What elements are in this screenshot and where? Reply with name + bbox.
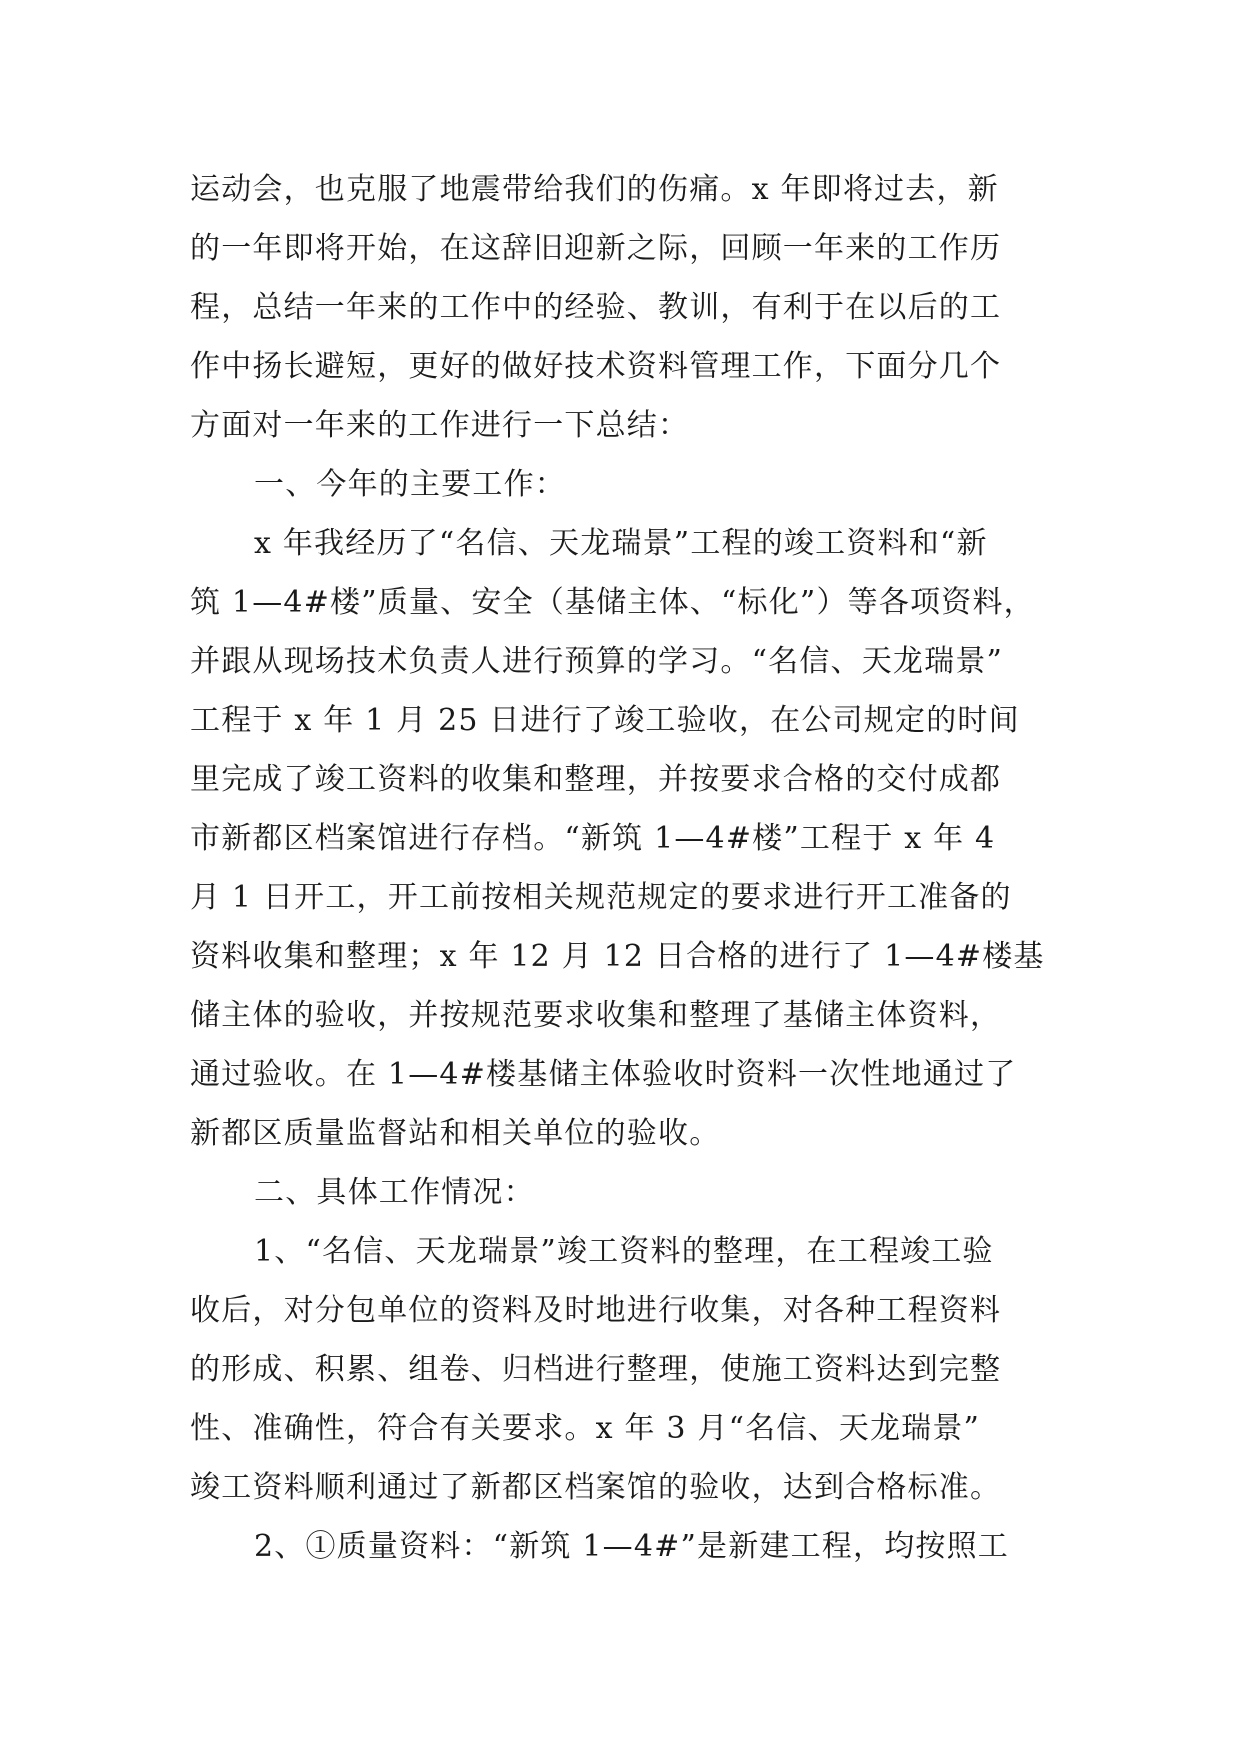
text-line: 性、准确性，符合有关要求。x 年 3 月“名信、天龙瑞景” <box>190 1411 981 1446</box>
text-line: 方面对一年来的工作进行一下总结： <box>190 408 690 443</box>
text-line: 筑 1—4#楼”质量、安全（基储主体、“标化”）等各项资料， <box>190 585 1035 620</box>
text-line: 通过验收。在 1—4#楼基储主体验收时资料一次性地通过了 <box>190 1057 1017 1092</box>
section-heading: 二、具体工作情况： <box>254 1175 535 1210</box>
text-line: 月 1 日开工，开工前按相关规范规定的要求进行开工准备的 <box>190 880 1012 915</box>
text-line: 1、“名信、天龙瑞景”竣工资料的整理，在工程竣工验 <box>254 1234 994 1269</box>
text-line: 的一年即将开始，在这辞旧迎新之际，回顾一年来的工作历 <box>190 231 1002 266</box>
text-line: 2、①质量资料：“新筑 1—4#”是新建工程，均按照工 <box>254 1529 1010 1564</box>
text-line: 作中扬长避短，更好的做好技术资料管理工作，下面分几个 <box>190 349 1002 384</box>
text-line: 运动会，也克服了地震带给我们的伤痛。x 年即将过去，新 <box>190 172 999 207</box>
text-line: 新都区质量监督站和相关单位的验收。 <box>190 1116 721 1151</box>
text-line: 并跟从现场技术负责人进行预算的学习。“名信、天龙瑞景” <box>190 644 1004 679</box>
text-line: 里完成了竣工资料的收集和整理，并按要求合格的交付成都 <box>190 762 1002 797</box>
text-line: 的形成、积累、组卷、归档进行整理，使施工资料达到完整 <box>190 1352 1002 1387</box>
document-body <box>190 160 1060 1576</box>
text-line: 工程于 x 年 1 月 25 日进行了竣工验收，在公司规定的时间 <box>190 703 1020 738</box>
text-line: x 年我经历了“名信、天龙瑞景”工程的竣工资料和“新 <box>254 526 988 561</box>
text-line: 程，总结一年来的工作中的经验、教训，有利于在以后的工 <box>190 290 1002 325</box>
section-heading: 一、今年的主要工作： <box>254 467 566 502</box>
text-line: 市新都区档案馆进行存档。“新筑 1—4#楼”工程于 x 年 4 <box>190 821 996 856</box>
text-line: 收后，对分包单位的资料及时地进行收集，对各种工程资料 <box>190 1293 1002 1328</box>
text-line: 竣工资料顺利通过了新都区档案馆的验收，达到合格标准。 <box>190 1470 1002 1505</box>
text-line: 资料收集和整理；x 年 12 月 12 日合格的进行了 1—4#楼基 <box>190 939 1045 974</box>
text-line: 储主体的验收，并按规范要求收集和整理了基储主体资料， <box>190 998 1002 1033</box>
